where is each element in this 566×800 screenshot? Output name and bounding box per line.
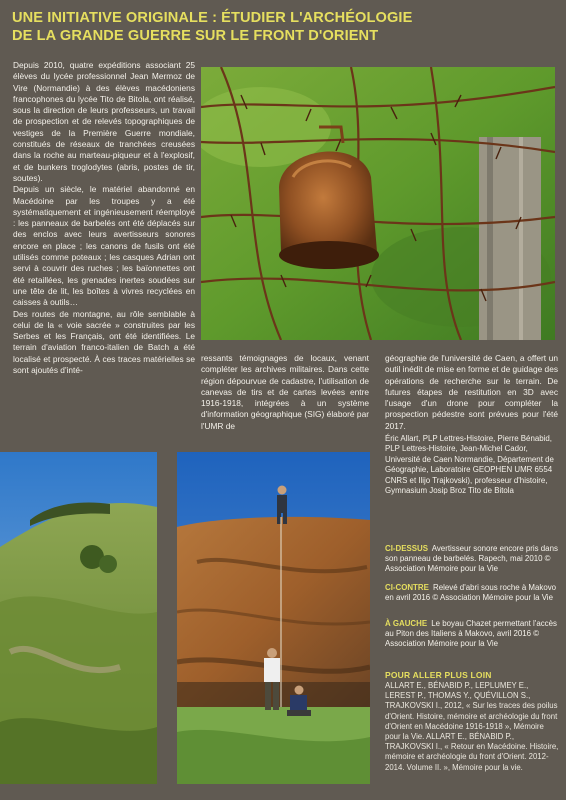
paragraph-future: géographie de l'université de Caen, a offert un outil inédit de mise en forme et de guidage des opérations de recherche sur le terrain. De futures étapes de restitution en 3D avec l'usage d'un drone pour compléter la prospection pédestre sont prévues pour l'été 2017. bbox=[385, 353, 559, 431]
caption-left-text: Le boyau Chazet permettant l'accès au Piton des Italiens à Makovo, avril 2016 © Association Mémoire pour la Vie bbox=[385, 619, 557, 649]
paragraph-roads: Des routes de montagne, au rôle semblable à celui de la « voie sacrée » construites par les Serbes et les Français, ont été identifiées. Le terrain d'aviation franco-italien de Batch a été localisé et prospecté. À ces traces matérielles se sont ajoutés d'inté- bbox=[13, 308, 195, 376]
caption-opposite bbox=[385, 583, 559, 603]
further-reading-heading: POUR ALLER PLUS LOIN bbox=[385, 670, 492, 680]
further-reading-text: ALLART E., BÉNABID P., LEPLUMEY E., LEREST P., THOMAS Y., QUÉVILLON S., TRAJKOVSKI I., 2012, « Sur les traces des poilus d'Orient. Histoire, mémoire et archéologie du front d'Orient en Macédoine 1916-1918 », Mémoire pour la Vie. ALLART E., BÉNABID P., TRAJKOVSKI I., « Retour en Macédoine. Histoire, mémoire et archéologie du front d'Orient. 2012-2014. Volume II. », Mémoire pour la vie. bbox=[385, 681, 559, 772]
photo-chazet-trench bbox=[0, 452, 157, 784]
caption-left bbox=[385, 619, 559, 650]
paragraph-testimonies: ressants témoignages de locaux, venant compléter les archives militaires. Dans cette région dépourvue de cadastre, l'utilisation de canevas de tirs et de cartes levées entre 1916-1918, intégrées à un système d'information géographique (SIG) élaboré par l'UMR de bbox=[201, 353, 369, 431]
author-credits: Éric Allart, PLP Lettres-Histoire, Pierre Bénabid, PLP Lettres-Histoire, Jean-Michel Cador, Université de Caen Normandie, Département de Géographie, Laboratoire GEOPHEN UMR 6554 CNRS et Ilijo Trajkovski), professeur d'histoire, Gymnasium Josip Broz Tito de Bitola bbox=[385, 434, 554, 496]
caption-opposite-text: Relevé d'abri sous roche à Makovo en avril 2016 © Association Mémoire pour la Vie bbox=[385, 583, 557, 603]
caption-above-text: Avertisseur sonore encore pris dans son panneau de barbelés. Rapech, mai 2010 © Association Mémoire pour la Vie bbox=[385, 544, 558, 574]
caption-above-label: CI-DESSUS bbox=[385, 544, 428, 553]
paragraph-intro: Depuis 2010, quatre expéditions associant 25 élèves du lycée professionnel Jean Mermoz de Vire (Normandie) à des élèves macédoniens francophones du lycée Tito de Bitola, ont réalisé, sous la direction de leurs professeurs, un travail de prospection et de relevés topographiques de vestiges de la Première Guerre mondiale, constitués de réseaux de tranchées creusées dans la roche au marteau-piqueur et à l'explosif, et de bunkers troglodytes (abris, postes de tir, soutes). bbox=[13, 60, 195, 183]
column-2 bbox=[201, 353, 369, 432]
caption-opposite-label: CI-CONTRE bbox=[385, 583, 429, 592]
article-title bbox=[12, 9, 557, 45]
photo-rock-shelter-survey bbox=[177, 452, 370, 784]
caption-left-label: À GAUCHE bbox=[385, 619, 428, 628]
photo-barbed-wire-bell bbox=[201, 67, 555, 340]
caption-above bbox=[385, 544, 559, 575]
column-3 bbox=[385, 353, 558, 497]
column-1 bbox=[13, 60, 195, 376]
title-line-1: UNE INITIATIVE ORIGINALE : ÉTUDIER L'ARCHÉOLOGIE bbox=[12, 10, 413, 26]
title-line-2: DE LA GRANDE GUERRE SUR LE FRONT D'ORIENT bbox=[12, 28, 379, 44]
paragraph-reuse: Depuis un siècle, le matériel abandonné en Macédoine par les troupes y a été systématiquement et ingénieusement réemployé : les panneaux de barbelés ont été déplacés sur des enclos avec leurs avertisseurs sonores encore en place ; les canons de fusils ont été utilisés comme poteaux ; les casques Adrian ont servi à couvrir des ruches ; les baïonnettes ont été retaillées, les grenades inertes soudées sur une tête de lit, les boîtes à vivres recyclées en caisses à outils… bbox=[13, 184, 195, 308]
